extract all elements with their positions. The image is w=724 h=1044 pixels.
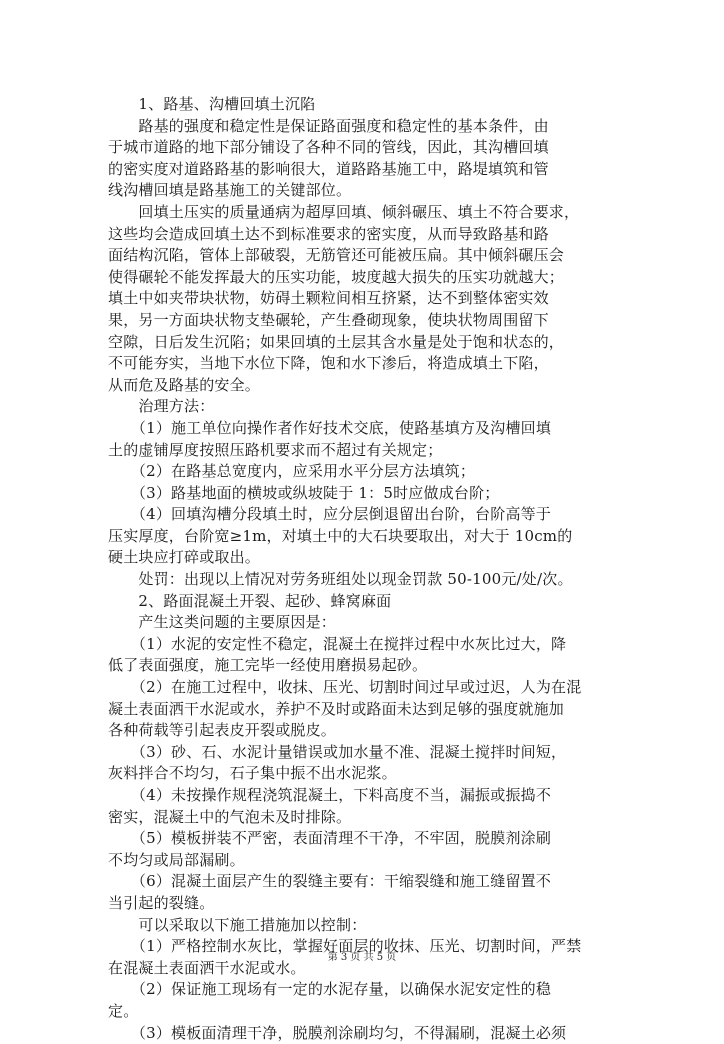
- text-line: （5）模板拼装不严密，表面清理不干净，不牢固，脱膜剂涂刷: [108, 829, 552, 848]
- text-line: （4）未按操作规程浇筑混凝土，下料高度不当，漏振或振捣不: [108, 786, 552, 804]
- text-line: （3）模板面清理干净，脱膜剂涂刷均匀，不得漏刷，混凝土必须: [108, 1023, 567, 1042]
- text-line: （2）在路基总宽度内，应采用水平分层方法填筑；: [108, 462, 476, 481]
- text-line: 路基的强度和稳定性是保证路面强度和稳定性的基本条件，由: [108, 116, 549, 135]
- text-line: 1、路基、沟槽回填土沉陷: [108, 95, 316, 113]
- text-line: 回填土压实的质量通病为超厚回填、倾斜碾压、填土不符合要求，: [108, 202, 580, 221]
- text-line: 填土中如夹带块状物，妨碍土颗粒间相互挤紧，达不到整体密实效: [108, 289, 549, 308]
- text-line: （6）混凝土面层产生的裂缝主要有：干缩裂缝和施工缝留置不: [108, 872, 552, 891]
- text-line: 压实厚度，台阶宽≥1m，对填土中的大石块要取出，对大于 10cm的: [108, 526, 573, 545]
- text-line: 可以采取以下施工措施加以控制：: [108, 915, 367, 934]
- text-line: 灰料拌合不均匀，石子集中振不出水泥浆。: [108, 764, 397, 783]
- text-line: 果，另一方面块状物支垫碾轮，产生叠砌现象，使块状物周围留下: [108, 310, 549, 329]
- text-line: 当引起的裂缝。: [108, 893, 215, 912]
- text-line: 线沟槽回填是路基施工的关键部位。: [108, 181, 352, 200]
- text-line: 凝土表面洒干水泥或水，养护不及时或路面未达到足够的强度就施加: [108, 699, 565, 718]
- text-line: 使得碾轮不能发挥最大的压实功能，坡度越大损失的压实功就越大；: [108, 267, 565, 286]
- text-line: 低了表面强度，施工完毕一经使用磨损易起砂。: [108, 656, 428, 675]
- text-line: 定。: [108, 1001, 139, 1020]
- text-line: （1）水泥的安定性不稳定，混凝土在搅拌过程中水灰比过大，降: [108, 634, 567, 653]
- text-line: （4）回填沟槽分段填土时，应分层倒退留出台阶，台阶高等于: [108, 505, 552, 524]
- text-line: （1）严格控制水灰比，掌握好面层的收抹、压光、切割时间，严禁: [108, 937, 582, 956]
- text-line: 在混凝土表面洒干水泥或水。: [108, 958, 306, 977]
- text-line: 治理方法：: [108, 397, 215, 416]
- text-line: 从而危及路基的安全。: [108, 375, 261, 394]
- document-body: [108, 94, 624, 1044]
- text-line: 这些均会造成回填土达不到标准要求的密实度，从而导致路基和路: [108, 224, 549, 243]
- text-line: 不均匀或局部漏刷。: [108, 850, 245, 869]
- text-line: 硬土块应打碎或取出。: [108, 548, 261, 567]
- text-line: 空隙，日后发生沉陷；如果回填的土层其含水量是处于饱和状态的，: [108, 332, 565, 351]
- text-line: 的密实度对道路路基的影响很大，道路路基施工中，路堤填筑和管: [108, 159, 549, 178]
- text-line: 密实，混凝土中的气泡未及时排除。: [108, 807, 352, 826]
- text-line: （3）砂、石、水泥计量错误或加水量不准、混凝土搅拌时间短，: [108, 742, 567, 761]
- text-line: （3）路基地面的横坡或纵坡陡于 1：5时应做成台阶；: [108, 483, 500, 502]
- text-line: 处罚：出现以上情况对劳务班组处以现金罚款 50-100元/处/次。: [108, 570, 573, 589]
- text-line: （1）施工单位向操作者作好技术交底，使路基填方及沟槽回填: [108, 418, 552, 437]
- text-line: 于城市道路的地下部分铺设了各种不同的管线，因此，其沟槽回填: [108, 138, 549, 157]
- text-line: 不可能夯实，当地下水位下降，饱和水下渗后，将造成填土下陷，: [108, 354, 549, 373]
- text-line: 土的虚铺厚度按照压路机要求而不超过有关规定；: [108, 440, 443, 459]
- text-line: （2）在施工过程中，收抹、压光、切割时间过早或过迟，人为在混: [108, 678, 582, 697]
- text-line: 各种荷载等引起表皮开裂或脱皮。: [108, 721, 337, 740]
- page-footer: 第 3 页 共 5 页: [327, 952, 397, 963]
- text-line: （2）保证施工现场有一定的水泥存量，以确保水泥安定性的稳: [108, 980, 552, 999]
- text-line: 产生这类问题的主要原因是：: [108, 613, 337, 632]
- text-line: 面结构沉陷，管体上部破裂，无筋管还可能被压扁。其中倾斜碾压会: [108, 246, 565, 265]
- text-line: 2、路面混凝土开裂、起砂、蜂窝麻面: [108, 591, 392, 610]
